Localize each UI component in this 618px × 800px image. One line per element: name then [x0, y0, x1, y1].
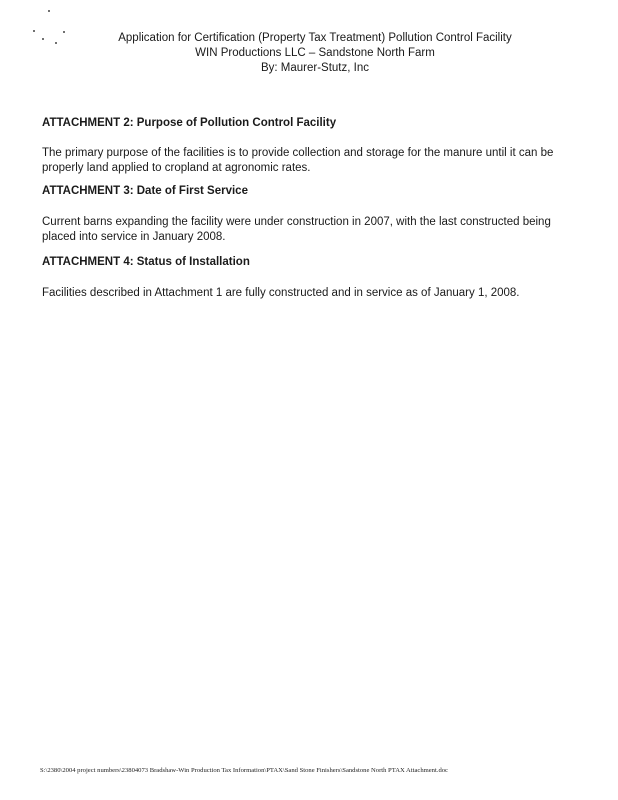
scan-speck: [42, 38, 44, 40]
attachment-4-heading: ATTACHMENT 4: Status of Installation: [42, 256, 250, 268]
scan-speck: [33, 30, 35, 32]
attachment-3-body: Current barns expanding the facility were under construction in 2007, with the last constructed being placed into service in January 2008.: [42, 216, 551, 243]
header-author: By: Maurer-Stutz, Inc: [260, 62, 369, 74]
attachment-2-body: The primary purpose of the facilities is to provide collection and storage for the manure until it can be properly land applied to cropland at agronomic rates.: [42, 147, 554, 174]
footer-file-path: S:\2380\2004 project numbers\23804073 Bradshaw-Win Production Tax Information\PTAX\Sand Stone Finishers\Sandstone North PTAX Attachment.doc: [40, 767, 448, 774]
attachment-4-body: Facilities described in Attachment 1 are fully constructed and in service as of January 1, 2008.: [42, 287, 520, 299]
attachment-2-heading: ATTACHMENT 2: Purpose of Pollution Control Facility: [42, 117, 337, 129]
attachment-3-heading: ATTACHMENT 3: Date of First Service: [42, 185, 248, 197]
header-title: Application for Certification (Property Tax Treatment) Pollution Control Facility: [118, 32, 512, 44]
scan-speck: [48, 10, 50, 12]
document-header: [60, 31, 570, 76]
scan-speck: [55, 42, 57, 44]
header-company: WIN Productions LLC – Sandstone North Farm: [195, 47, 435, 59]
